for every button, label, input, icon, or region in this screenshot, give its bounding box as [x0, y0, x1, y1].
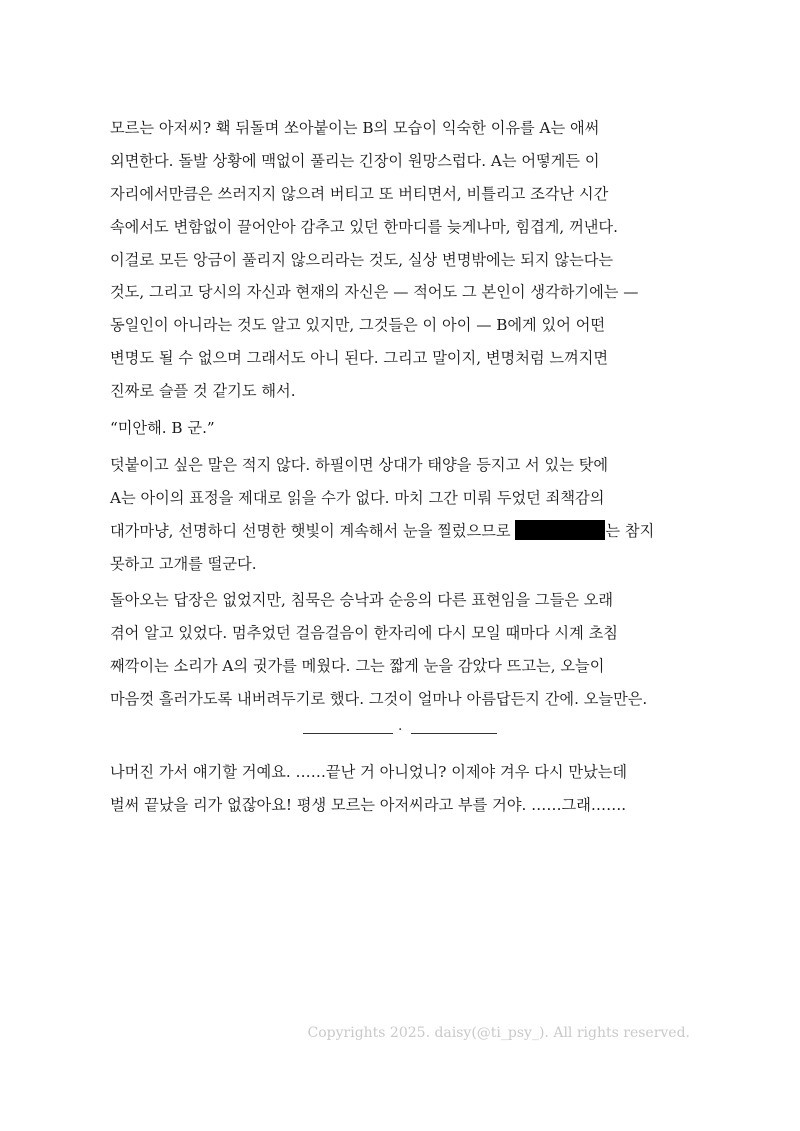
dialogue-line: “미안해. B 군.” — [110, 419, 215, 438]
document-body — [110, 112, 700, 822]
text-line: 진짜로 슬플 것 같기도 해서. — [110, 382, 296, 401]
divider-rule-left — [303, 733, 393, 734]
text-line: 나머진 가서 얘기할 거예요. ……끝난 거 아니었니? 이제야 겨우 다시 만났는데 — [110, 763, 628, 782]
section-divider — [110, 718, 700, 748]
redaction-block — [515, 520, 605, 540]
text-line: 이걸로 모든 앙금이 풀리지 않으리라는 것도, 실상 변명밖에는 되지 않는다는 — [110, 250, 614, 269]
text-line: 벌써 끝났을 리가 없잖아요! 평생 모르는 아저씨라고 부를 거야. ……그래……. — [110, 795, 627, 814]
copyright-footer: Copyrights 2025. daisy(@ti_psy_). All rights reserved. — [307, 1025, 690, 1041]
text-line: 변명도 될 수 없으며 그래서도 아니 된다. 그리고 말이지, 변명처럼 느껴지면 — [110, 349, 609, 368]
text-line: 동일인이 아니라는 것도 알고 있지만, 그것들은 이 아이 — B에게 있어 어떤 — [110, 316, 606, 335]
text-line: 속에서도 변함없이 끌어안아 감추고 있던 한마디를 늦게나마, 힘겹게, 꺼낸다. — [110, 217, 618, 236]
text-line: 겪어 알고 있었다. 멈추었던 걸음걸음이 한자리에 다시 모일 때마다 시계 초침 — [110, 624, 618, 643]
divider-dot: · — [398, 722, 403, 739]
paragraph-dialogue — [110, 412, 700, 445]
text-line: 것도, 그리고 당시의 자신과 현재의 자신은 — 적어도 그 본인이 생각하기에는 — — [110, 283, 639, 302]
text-segment: 대가마냥, 선명하디 선명한 햇빛이 계속해서 눈을 찔렀으므로 — [110, 521, 516, 540]
text-line: 외면한다. 돌발 상황에 맥없이 풀리는 긴장이 원망스럽다. A는 어떻게든 이 — [110, 151, 600, 170]
paragraph-2 — [110, 449, 700, 581]
text-line: 모르는 아저씨? 홱 뒤돌며 쏘아붙이는 B의 모습이 익숙한 이유를 A는 애써 — [110, 119, 600, 137]
text-segment: 는 참지 — [605, 521, 655, 540]
text-line: 째깍이는 소리가 A의 귓가를 메웠다. 그는 짧게 눈을 감았다 뜨고는, 오늘이 — [110, 657, 605, 676]
text-line-with-redaction — [110, 515, 700, 548]
text-line: 자리에서만큼은 쓰러지지 않으려 버티고 또 버티면서, 비틀리고 조각난 시간 — [110, 184, 609, 203]
text-line: 돌아오는 답장은 없었지만, 침묵은 승낙과 순응의 다른 표현임을 그들은 오래 — [110, 591, 614, 610]
text-line: 마음껏 흘러가도록 내버려두기로 했다. 그것이 얼마나 아름답든지 간에. 오늘만은. — [110, 690, 648, 709]
divider-rule-right — [411, 733, 497, 734]
text-line: A는 아이의 표정을 제대로 읽을 수가 없다. 마치 그간 미뤄 두었던 죄책감의 — [110, 488, 605, 507]
text-line: 덧붙이고 싶은 말은 적지 않다. 하필이면 상대가 태양을 등지고 서 있는 탓에 — [110, 455, 609, 474]
text-line: 못하고 고개를 떨군다. — [110, 554, 257, 573]
paragraph-4 — [110, 756, 700, 822]
paragraph-3 — [110, 584, 700, 716]
paragraph-1 — [110, 112, 700, 408]
